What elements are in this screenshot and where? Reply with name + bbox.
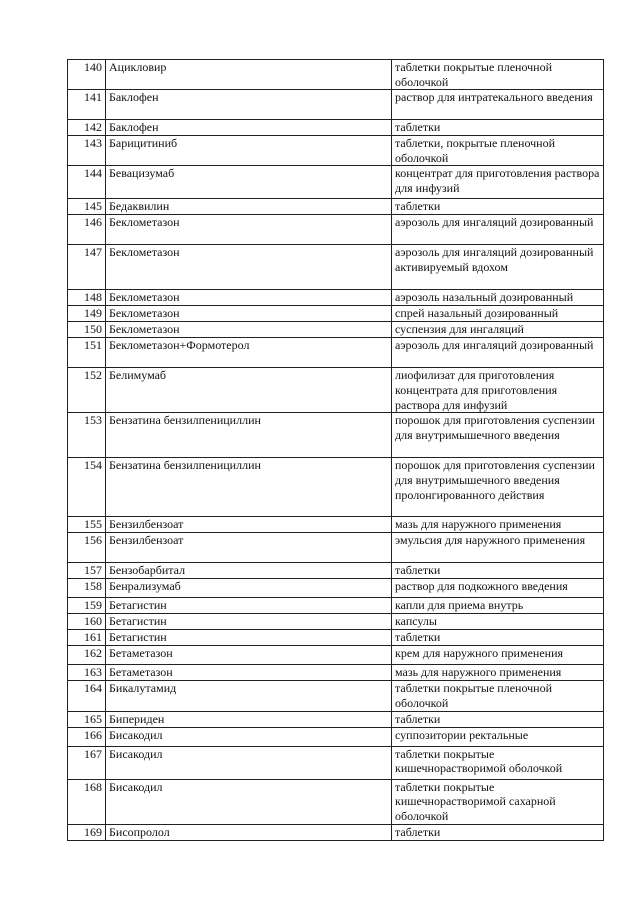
dosage-form: таблетки покрытые пленочной оболочкой	[392, 60, 604, 90]
dosage-form: концентрат для приготовления раствора для инфузий	[392, 166, 604, 199]
row-number: 154	[68, 458, 106, 517]
dosage-form: таблетки, покрытые пленочной оболочкой	[392, 136, 604, 166]
table-row	[68, 136, 604, 166]
dosage-form: аэрозоль назальный дозированный	[392, 290, 604, 306]
drug-name: Бетагистин	[106, 630, 392, 646]
row-number: 153	[68, 413, 106, 458]
dosage-form: капли для приема внутрь	[392, 598, 604, 614]
drug-name: Бисопролол	[106, 824, 392, 840]
row-number: 152	[68, 368, 106, 413]
dosage-form: лиофилизат для приготовления концентрата для приготовления раствора для инфузий	[392, 368, 604, 413]
medication-table-body	[68, 60, 604, 841]
row-number: 165	[68, 711, 106, 727]
table-row	[68, 338, 604, 368]
row-number: 158	[68, 579, 106, 598]
row-number: 167	[68, 746, 106, 779]
table-row	[68, 824, 604, 840]
table-row	[68, 711, 604, 727]
row-number: 163	[68, 665, 106, 681]
drug-name: Бисакодил	[106, 779, 392, 824]
dosage-form: мазь для наружного применения	[392, 665, 604, 681]
row-number: 148	[68, 290, 106, 306]
document-page	[67, 59, 603, 841]
drug-name: Бетаметазон	[106, 665, 392, 681]
row-number: 161	[68, 630, 106, 646]
drug-name: Бетагистин	[106, 614, 392, 630]
table-row	[68, 681, 604, 711]
drug-name: Беклометазон+Формотерол	[106, 338, 392, 368]
drug-name: Беклометазон	[106, 215, 392, 245]
table-row	[68, 322, 604, 338]
drug-name: Бензилбензоат	[106, 517, 392, 533]
table-row	[68, 646, 604, 665]
drug-name: Бенрализумаб	[106, 579, 392, 598]
table-row	[68, 746, 604, 779]
drug-name: Белимумаб	[106, 368, 392, 413]
dosage-form: суспензия для ингаляций	[392, 322, 604, 338]
dosage-form: таблетки	[392, 630, 604, 646]
table-row	[68, 215, 604, 245]
row-number: 146	[68, 215, 106, 245]
drug-name: Барицитиниб	[106, 136, 392, 166]
row-number: 162	[68, 646, 106, 665]
row-number: 160	[68, 614, 106, 630]
table-row	[68, 727, 604, 746]
table-row	[68, 665, 604, 681]
drug-name: Бикалутамид	[106, 681, 392, 711]
dosage-form: таблетки покрытые кишечнорастворимой сахарной оболочкой	[392, 779, 604, 824]
row-number: 147	[68, 245, 106, 290]
drug-name: Беклометазон	[106, 290, 392, 306]
dosage-form: аэрозоль для ингаляций дозированный	[392, 215, 604, 245]
table-row	[68, 306, 604, 322]
row-number: 157	[68, 563, 106, 579]
table-row	[68, 60, 604, 90]
dosage-form: суппозитории ректальные	[392, 727, 604, 746]
row-number: 141	[68, 90, 106, 120]
dosage-form: раствор для интратекального введения	[392, 90, 604, 120]
row-number: 159	[68, 598, 106, 614]
drug-name: Баклофен	[106, 120, 392, 136]
table-row	[68, 90, 604, 120]
row-number: 142	[68, 120, 106, 136]
dosage-form: капсулы	[392, 614, 604, 630]
row-number: 164	[68, 681, 106, 711]
dosage-form: таблетки	[392, 824, 604, 840]
table-row	[68, 517, 604, 533]
dosage-form: крем для наружного применения	[392, 646, 604, 665]
table-row	[68, 368, 604, 413]
dosage-form: таблетки	[392, 563, 604, 579]
table-row	[68, 166, 604, 199]
drug-name: Бевацизумаб	[106, 166, 392, 199]
dosage-form: таблетки покрытые кишечнорастворимой оболочкой	[392, 746, 604, 779]
dosage-form: эмульсия для наружного применения	[392, 533, 604, 563]
row-number: 149	[68, 306, 106, 322]
dosage-form: спрей назальный дозированный	[392, 306, 604, 322]
dosage-form: таблетки	[392, 120, 604, 136]
medication-table	[67, 59, 604, 841]
dosage-form: таблетки	[392, 199, 604, 215]
dosage-form: мазь для наружного применения	[392, 517, 604, 533]
dosage-form: раствор для подкожного введения	[392, 579, 604, 598]
drug-name: Беклометазон	[106, 306, 392, 322]
drug-name: Бедаквилин	[106, 199, 392, 215]
table-row	[68, 120, 604, 136]
table-row	[68, 199, 604, 215]
row-number: 166	[68, 727, 106, 746]
row-number: 168	[68, 779, 106, 824]
table-row	[68, 630, 604, 646]
row-number: 140	[68, 60, 106, 90]
dosage-form: аэрозоль для ингаляций дозированный активируемый вдохом	[392, 245, 604, 290]
drug-name: Бензобарбитал	[106, 563, 392, 579]
drug-name: Баклофен	[106, 90, 392, 120]
dosage-form: аэрозоль для ингаляций дозированный	[392, 338, 604, 368]
drug-name: Бензатина бензилпенициллин	[106, 413, 392, 458]
table-row	[68, 579, 604, 598]
dosage-form: таблетки	[392, 711, 604, 727]
dosage-form: таблетки покрытые пленочной оболочкой	[392, 681, 604, 711]
row-number: 150	[68, 322, 106, 338]
drug-name: Ацикловир	[106, 60, 392, 90]
row-number: 151	[68, 338, 106, 368]
row-number: 155	[68, 517, 106, 533]
drug-name: Беклометазон	[106, 245, 392, 290]
dosage-form: порошок для приготовления суспензии для внутримышечного введения пролонгированного действия	[392, 458, 604, 517]
table-row	[68, 413, 604, 458]
drug-name: Бисакодил	[106, 727, 392, 746]
row-number: 143	[68, 136, 106, 166]
drug-name: Бетаметазон	[106, 646, 392, 665]
drug-name: Беклометазон	[106, 322, 392, 338]
table-row	[68, 290, 604, 306]
table-row	[68, 533, 604, 563]
row-number: 145	[68, 199, 106, 215]
table-row	[68, 598, 604, 614]
drug-name: Бензилбензоат	[106, 533, 392, 563]
dosage-form: порошок для приготовления суспензии для внутримышечного введения	[392, 413, 604, 458]
row-number: 156	[68, 533, 106, 563]
drug-name: Бисакодил	[106, 746, 392, 779]
table-row	[68, 245, 604, 290]
table-row	[68, 614, 604, 630]
drug-name: Бипериден	[106, 711, 392, 727]
drug-name: Бензатина бензилпенициллин	[106, 458, 392, 517]
table-row	[68, 779, 604, 824]
drug-name: Бетагистин	[106, 598, 392, 614]
row-number: 169	[68, 824, 106, 840]
row-number: 144	[68, 166, 106, 199]
table-row	[68, 563, 604, 579]
table-row	[68, 458, 604, 517]
